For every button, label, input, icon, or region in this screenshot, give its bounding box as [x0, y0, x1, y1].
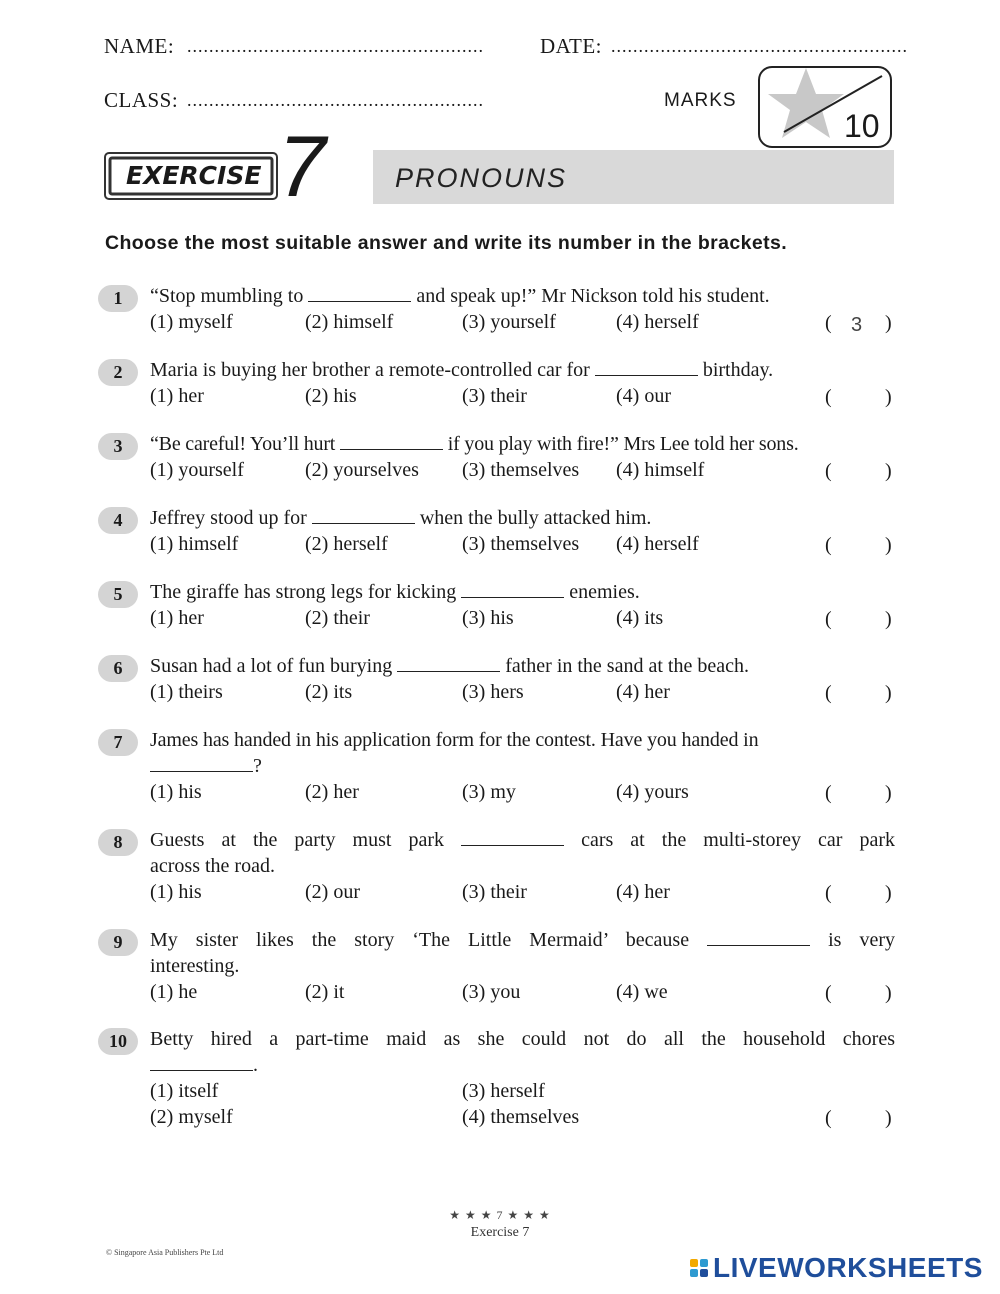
option: (1) her [150, 385, 204, 407]
question-text: “Be careful! You’ll hurt if you play with fire!” Mrs Lee told her sons. [150, 433, 799, 455]
option: (2) herself [305, 533, 388, 555]
option: (4) themselves [462, 1106, 580, 1128]
option: (2) myself [150, 1106, 233, 1128]
question-number: 2 [98, 359, 138, 386]
option: (1) he [150, 981, 198, 1003]
bracket-open: ( [825, 782, 832, 804]
exercise-number: 7 [278, 119, 326, 215]
option: (1) myself [150, 311, 233, 333]
answer-input[interactable]: 3 [851, 314, 863, 336]
option: (3) themselves [462, 459, 580, 481]
bracket-open: ( [825, 460, 832, 482]
question-text: Susan had a lot of fun burying father in the sand at the beach. [150, 655, 749, 677]
question-text: Maria is buying her brother a remote-controlled car for birthday. [150, 359, 774, 381]
option: (1) his [150, 881, 202, 903]
class-field[interactable]: ...................................................... [187, 90, 484, 110]
option: (1) himself [150, 533, 239, 555]
option: (3) their [462, 385, 527, 407]
name-label: NAME: [104, 34, 175, 58]
option: (2) their [305, 607, 370, 629]
footer-exercise: Exercise 7 [470, 1225, 530, 1240]
bracket-close: ) [885, 982, 892, 1004]
question-number: 8 [98, 829, 138, 856]
question-text: Betty hired a part-time maid as she could not do all the household chores [150, 1028, 895, 1050]
answer-blank [461, 831, 564, 846]
option: (4) her [616, 681, 670, 703]
bracket-close: ) [885, 312, 892, 334]
question-number: 10 [98, 1028, 138, 1055]
bracket-close: ) [885, 1107, 892, 1129]
option: (4) our [616, 385, 671, 407]
option: (4) its [616, 607, 664, 629]
option: (2) her [305, 781, 359, 803]
marks-label: MARKS [664, 90, 737, 111]
option: (2) his [305, 385, 357, 407]
option: (3) themselves [462, 533, 580, 555]
option: (4) yours [616, 781, 689, 803]
question-text: “Stop mumbling to and speak up!” Mr Nickson told his student. [150, 285, 770, 307]
bracket-close: ) [885, 782, 892, 804]
question-number: 5 [98, 581, 138, 608]
question-number: 7 [98, 729, 138, 756]
name-field[interactable]: ...................................................... [187, 36, 484, 56]
answer-blank [150, 1056, 253, 1071]
bracket-open: ( [825, 608, 832, 630]
bracket-close: ) [885, 460, 892, 482]
answer-blank [308, 287, 411, 302]
instructions: Choose the most suitable answer and write its number in the brackets. [105, 232, 788, 254]
option: (4) himself [616, 459, 705, 481]
marks-box [758, 66, 892, 148]
question-number: 4 [98, 507, 138, 534]
question-text: Jeffrey stood up for when the bully attacked him. [150, 507, 652, 529]
footer-page-number: ★ ★ ★ 7 ★ ★ ★ [449, 1208, 551, 1222]
option: (4) herself [616, 533, 699, 555]
marks-total: 10 [844, 108, 880, 144]
option: (2) our [305, 881, 360, 903]
date-field[interactable]: ...................................................... [611, 36, 908, 56]
option: (3) herself [462, 1080, 545, 1102]
bracket-open: ( [825, 682, 832, 704]
option: (3) hers [462, 681, 524, 703]
option: (2) it [305, 981, 345, 1003]
answer-blank [595, 361, 698, 376]
option: (3) yourself [462, 311, 556, 333]
option: (1) itself [150, 1080, 219, 1102]
bracket-open: ( [825, 534, 832, 556]
question-number: 1 [98, 285, 138, 312]
bracket-open: ( [825, 882, 832, 904]
question-text-line2: across the road. [150, 855, 275, 877]
title-bar [373, 150, 894, 204]
option: (4) herself [616, 311, 699, 333]
question-text-line2: . [150, 1054, 258, 1077]
question-text: James has handed in his application form for the contest. Have you handed in [150, 729, 759, 751]
logo-icon [690, 1259, 708, 1277]
option: (3) you [462, 981, 521, 1003]
question-number: 9 [98, 929, 138, 956]
exercise-word: EXERCISE [126, 161, 262, 190]
bracket-close: ) [885, 386, 892, 408]
option: (2) himself [305, 311, 394, 333]
option: (4) her [616, 881, 670, 903]
answer-blank [150, 757, 253, 772]
option: (2) its [305, 681, 353, 703]
question-text-line2: interesting. [150, 955, 240, 977]
bracket-close: ) [885, 608, 892, 630]
bracket-open: ( [825, 1107, 832, 1129]
answer-blank [397, 657, 500, 672]
bracket-open: ( [825, 982, 832, 1004]
answer-blank [707, 931, 810, 946]
answer-blank [340, 435, 443, 450]
question-text: The giraffe has strong legs for kicking enemies. [150, 581, 640, 603]
exercise-badge [104, 152, 284, 202]
bracket-close: ) [885, 534, 892, 556]
question-text: Guests at the party must park cars at the multi-storey car park [150, 829, 895, 851]
bracket-open: ( [825, 386, 832, 408]
brand-name: LIVEWORKSHEETS [713, 1252, 983, 1283]
option: (2) yourselves [305, 459, 419, 481]
bracket-close: ) [885, 682, 892, 704]
option: (4) we [616, 981, 668, 1003]
page-title: PRONOUNS [395, 163, 568, 193]
bracket-open: ( [825, 312, 832, 334]
answer-blank [461, 583, 564, 598]
answer-blank [312, 509, 415, 524]
question-number: 6 [98, 655, 138, 682]
liveworksheets-logo [690, 1252, 983, 1284]
option: (3) his [462, 607, 514, 629]
option: (1) his [150, 781, 202, 803]
class-label: CLASS: [104, 88, 179, 112]
question-text-line2: ? [150, 755, 262, 778]
option: (1) yourself [150, 459, 244, 481]
copyright: © Singapore Asia Publishers Pte Ltd [106, 1248, 224, 1257]
option: (3) my [462, 781, 516, 803]
question-text: My sister likes the story ‘The Little Mermaid’ because is very [150, 929, 896, 951]
date-label: DATE: [540, 34, 602, 58]
bracket-close: ) [885, 882, 892, 904]
option: (1) her [150, 607, 204, 629]
option: (3) their [462, 881, 527, 903]
question-number: 3 [98, 433, 138, 460]
option: (1) theirs [150, 681, 223, 703]
